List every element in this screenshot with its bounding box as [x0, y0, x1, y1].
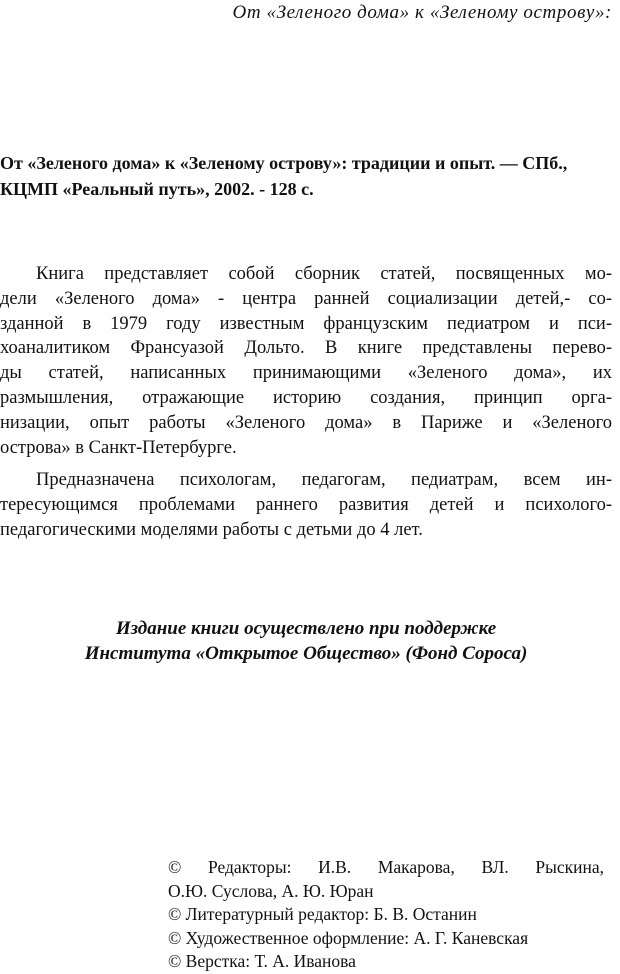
- abstract-line: педагогическими моделями работы с детьми до 4 лет.: [0, 519, 423, 540]
- credit-line: © Художественное оформление: А. Г. Каневская: [168, 927, 529, 948]
- abstract-paragraph: [0, 468, 612, 542]
- abstract-line: хоаналитиком Франсуазой Дольто. В книге представлены перево-: [0, 338, 612, 359]
- abstract-line: низации, опыт работы «Зеленого дома» в Париже и «Зеленого: [0, 412, 612, 433]
- bibliographic-record-line: КЦМП «Реальный путь», 2002. - 128 с.: [0, 179, 314, 199]
- abstract-line: тересующимся проблемами раннего развития детей и психолого-: [0, 495, 612, 516]
- credits: [168, 856, 604, 974]
- abstract-line: зданной в 1979 году известным французским педиатром и пси-: [0, 313, 612, 334]
- support-note: [0, 616, 612, 666]
- support-note-line: Института «Открытое Общество» (Фонд Сороса): [84, 643, 528, 664]
- bibliographic-record: [0, 150, 612, 202]
- abstract-line: Предназначена психологам, педагогам, педиатрам, всем ин-: [36, 470, 612, 491]
- credit-line: © Литературный редактор: Б. В. Останин: [168, 904, 477, 924]
- abstract: [0, 262, 612, 543]
- abstract-line: Книга представляет собой сборник статей, посвященных мо-: [36, 264, 612, 284]
- abstract-line: острова» в Санкт-Петербурге.: [0, 437, 237, 458]
- abstract-paragraph: [0, 262, 612, 460]
- bibliographic-record-line: От «Зеленого дома» к «Зеленому острову»: традиции и опыт. — СПб.,: [0, 153, 568, 173]
- abstract-line: дели «Зеленого дома» - центра ранней социализации детей,- со-: [0, 288, 612, 309]
- credit-line: © Верстка: Т. А. Иванова: [168, 951, 356, 971]
- support-note-line: Издание книги осуществлено при поддержке: [115, 618, 497, 639]
- credit-line: © Редакторы: И.В. Макарова, ВЛ. Рыскина,: [168, 857, 604, 877]
- abstract-line: ды статей, написанных принимающими «Зеленого дома», их: [0, 363, 612, 384]
- abstract-line: размышления, отражающие историю создания, принцип орга-: [0, 387, 612, 408]
- credit-line: О.Ю. Суслова, А. Ю. Юран: [168, 880, 374, 901]
- running-head: От «Зеленого дома» к «Зеленому острову»:: [232, 2, 612, 23]
